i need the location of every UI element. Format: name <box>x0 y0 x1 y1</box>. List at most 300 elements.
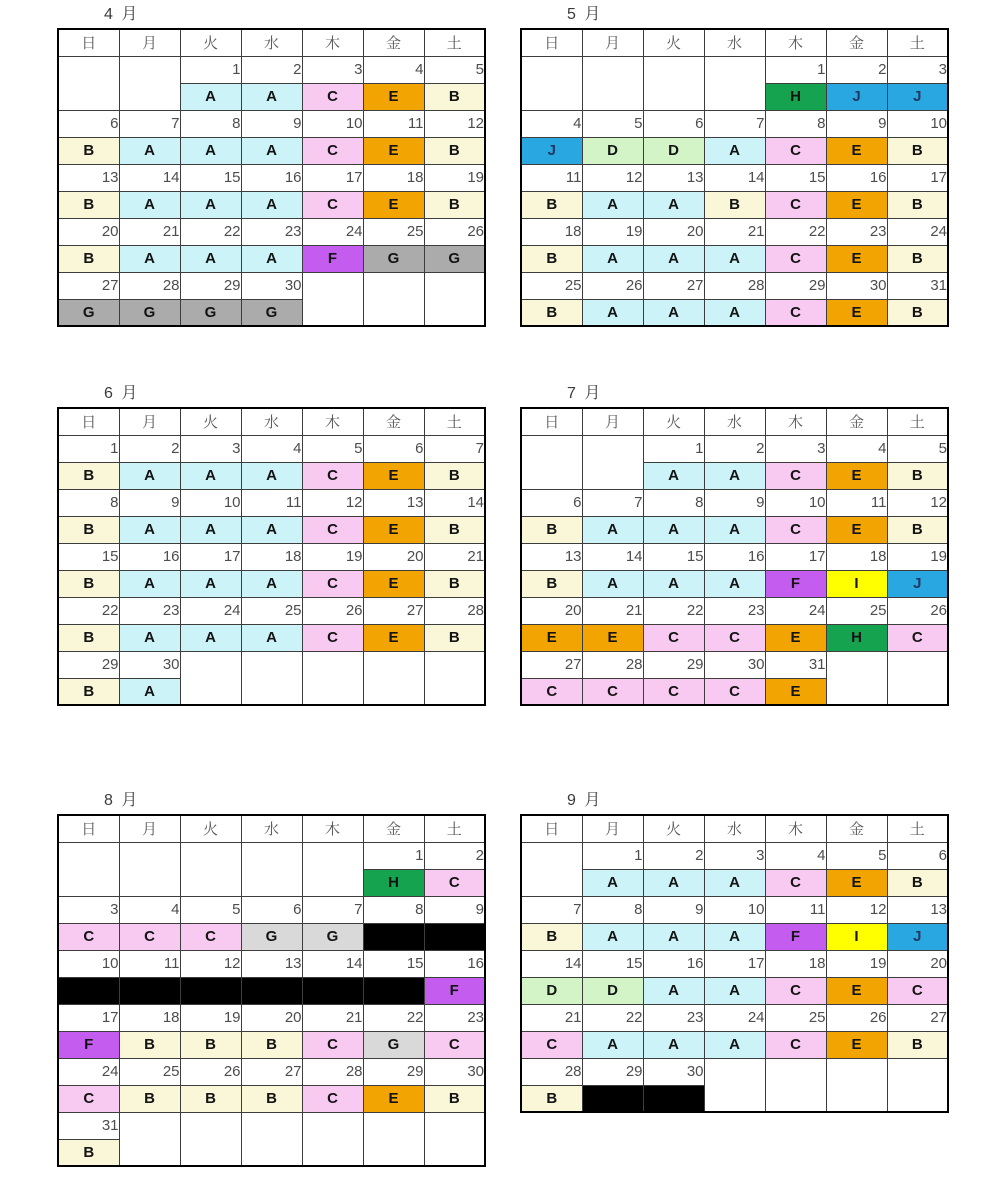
shift-cell-C: C <box>302 516 363 543</box>
blackout-cell <box>180 977 241 1004</box>
date-cell: 15 <box>765 164 826 191</box>
shift-cell-C: C <box>521 1031 582 1058</box>
date-cell: 3 <box>765 435 826 462</box>
date-cell: 13 <box>521 543 582 570</box>
month-calendar-6 <box>520 790 951 1113</box>
date-cell: 20 <box>241 1004 302 1031</box>
date-cell: 17 <box>302 164 363 191</box>
shift-cell-B: B <box>58 678 119 705</box>
date-cell: 25 <box>119 1058 180 1085</box>
empty-cell <box>765 1058 826 1112</box>
date-cell: 23 <box>424 1004 485 1031</box>
date-cell: 20 <box>887 950 948 977</box>
shift-cell-B: B <box>887 462 948 489</box>
date-cell: 17 <box>704 950 765 977</box>
day-header-cell: 月 <box>582 29 643 56</box>
shift-cell-E: E <box>363 570 424 597</box>
date-cell: 7 <box>302 896 363 923</box>
shift-cell-A: A <box>119 516 180 543</box>
shift-cell-G: G <box>424 245 485 272</box>
date-cell: 30 <box>826 272 887 299</box>
date-cell: 1 <box>643 435 704 462</box>
shift-cell-C: C <box>302 191 363 218</box>
date-cell: 1 <box>58 435 119 462</box>
empty-cell <box>302 1112 363 1166</box>
date-cell: 17 <box>887 164 948 191</box>
date-cell: 20 <box>643 218 704 245</box>
date-cell: 22 <box>363 1004 424 1031</box>
shift-cell-D: D <box>521 977 582 1004</box>
shift-cell-E: E <box>363 137 424 164</box>
shift-cell-G: G <box>302 923 363 950</box>
date-cell: 8 <box>363 896 424 923</box>
shift-cell-B: B <box>887 137 948 164</box>
empty-cell <box>119 1112 180 1166</box>
day-header-cell: 金 <box>826 815 887 842</box>
shift-cell-C: C <box>119 923 180 950</box>
date-cell: 18 <box>119 1004 180 1031</box>
shift-cell-C: C <box>302 1085 363 1112</box>
date-cell: 6 <box>887 842 948 869</box>
shift-cell-B: B <box>424 137 485 164</box>
empty-cell <box>363 1112 424 1166</box>
month-title: 9 月 <box>567 792 603 809</box>
shift-cell-B: B <box>58 191 119 218</box>
shift-cell-B: B <box>58 624 119 651</box>
date-cell: 6 <box>521 489 582 516</box>
day-header-cell: 土 <box>424 815 485 842</box>
shift-cell-D: D <box>582 977 643 1004</box>
date-cell: 2 <box>826 56 887 83</box>
date-cell: 10 <box>58 950 119 977</box>
date-cell: 18 <box>521 218 582 245</box>
shift-cell-A: A <box>704 516 765 543</box>
date-cell: 12 <box>424 110 485 137</box>
day-header-cell: 日 <box>58 815 119 842</box>
date-cell: 27 <box>887 1004 948 1031</box>
date-cell: 28 <box>302 1058 363 1085</box>
day-header-cell: 日 <box>521 815 582 842</box>
date-cell: 2 <box>643 842 704 869</box>
date-cell: 17 <box>58 1004 119 1031</box>
date-cell: 26 <box>826 1004 887 1031</box>
shift-cell-A: A <box>643 869 704 896</box>
day-header-cell: 火 <box>643 408 704 435</box>
date-cell: 30 <box>643 1058 704 1085</box>
shift-cell-E: E <box>826 516 887 543</box>
shift-cell-J: J <box>887 923 948 950</box>
day-header-cell: 火 <box>180 815 241 842</box>
date-cell: 24 <box>887 218 948 245</box>
shift-cell-F: F <box>765 923 826 950</box>
day-header-cell: 月 <box>582 815 643 842</box>
shift-cell-F: F <box>765 570 826 597</box>
date-cell: 6 <box>58 110 119 137</box>
date-cell: 22 <box>765 218 826 245</box>
date-cell: 18 <box>826 543 887 570</box>
shift-cell-A: A <box>241 191 302 218</box>
shift-cell-A: A <box>704 869 765 896</box>
date-cell: 19 <box>424 164 485 191</box>
date-cell: 8 <box>180 110 241 137</box>
date-cell: 14 <box>119 164 180 191</box>
date-cell: 20 <box>58 218 119 245</box>
shift-cell-A: A <box>241 83 302 110</box>
day-header-cell: 土 <box>887 29 948 56</box>
empty-cell <box>887 1058 948 1112</box>
date-cell: 10 <box>765 489 826 516</box>
month-calendar-3 <box>57 383 488 706</box>
date-cell: 5 <box>887 435 948 462</box>
shift-cell-H: H <box>363 869 424 896</box>
shift-cell-A: A <box>643 462 704 489</box>
date-cell: 18 <box>241 543 302 570</box>
date-cell: 22 <box>643 597 704 624</box>
shift-cell-D: D <box>643 137 704 164</box>
empty-cell <box>363 272 424 326</box>
date-cell: 29 <box>58 651 119 678</box>
shift-cell-A: A <box>643 1031 704 1058</box>
shift-cell-C: C <box>302 137 363 164</box>
date-cell: 5 <box>826 842 887 869</box>
shift-cell-A: A <box>704 299 765 326</box>
shift-cell-C: C <box>765 299 826 326</box>
date-cell: 11 <box>826 489 887 516</box>
date-cell: 5 <box>582 110 643 137</box>
date-cell: 12 <box>302 489 363 516</box>
shift-cell-C: C <box>765 516 826 543</box>
shift-cell-F: F <box>302 245 363 272</box>
empty-cell <box>302 842 363 896</box>
date-cell: 21 <box>119 218 180 245</box>
shift-cell-C: C <box>582 678 643 705</box>
shift-cell-A: A <box>241 137 302 164</box>
date-cell: 30 <box>424 1058 485 1085</box>
month-calendar-2 <box>520 4 951 327</box>
blackout-cell <box>643 1085 704 1112</box>
date-cell: 10 <box>180 489 241 516</box>
day-header-cell: 木 <box>302 815 363 842</box>
shift-cell-A: A <box>643 570 704 597</box>
date-cell: 23 <box>643 1004 704 1031</box>
shift-cell-C: C <box>180 923 241 950</box>
date-cell: 4 <box>826 435 887 462</box>
date-cell: 18 <box>765 950 826 977</box>
day-header-cell: 水 <box>704 815 765 842</box>
day-header-cell: 木 <box>302 29 363 56</box>
shift-cell-A: A <box>643 299 704 326</box>
empty-cell <box>887 651 948 705</box>
shift-cell-A: A <box>704 570 765 597</box>
shift-cell-F: F <box>58 1031 119 1058</box>
shift-cell-B: B <box>241 1031 302 1058</box>
date-cell: 3 <box>887 56 948 83</box>
blackout-cell <box>241 977 302 1004</box>
date-cell: 15 <box>363 950 424 977</box>
date-cell: 9 <box>241 110 302 137</box>
date-cell: 31 <box>887 272 948 299</box>
empty-cell <box>643 56 704 110</box>
date-cell: 19 <box>582 218 643 245</box>
empty-cell <box>521 435 582 489</box>
date-cell: 22 <box>582 1004 643 1031</box>
shift-cell-A: A <box>180 462 241 489</box>
date-cell: 14 <box>302 950 363 977</box>
date-cell: 13 <box>643 164 704 191</box>
date-cell: 6 <box>643 110 704 137</box>
shift-cell-B: B <box>58 245 119 272</box>
date-cell: 14 <box>704 164 765 191</box>
date-cell: 5 <box>302 435 363 462</box>
shift-cell-B: B <box>58 137 119 164</box>
date-cell: 3 <box>302 56 363 83</box>
date-cell: 29 <box>765 272 826 299</box>
date-cell: 4 <box>363 56 424 83</box>
shift-cell-C: C <box>424 1031 485 1058</box>
shift-cell-E: E <box>826 137 887 164</box>
date-cell: 15 <box>180 164 241 191</box>
date-cell: 24 <box>704 1004 765 1031</box>
empty-cell <box>302 272 363 326</box>
day-header-cell: 日 <box>521 408 582 435</box>
date-cell: 11 <box>363 110 424 137</box>
shift-cell-I: I <box>826 923 887 950</box>
date-cell: 28 <box>119 272 180 299</box>
date-cell: 12 <box>826 896 887 923</box>
empty-cell <box>241 842 302 896</box>
shift-cell-A: A <box>180 83 241 110</box>
day-header-cell: 土 <box>424 408 485 435</box>
date-cell: 27 <box>643 272 704 299</box>
date-cell: 1 <box>363 842 424 869</box>
empty-cell <box>521 56 582 110</box>
month-title: 5 月 <box>567 6 603 23</box>
calendar-table <box>520 407 949 706</box>
shift-cell-B: B <box>424 191 485 218</box>
shift-cell-J: J <box>826 83 887 110</box>
date-cell: 28 <box>521 1058 582 1085</box>
date-cell: 9 <box>643 896 704 923</box>
calendar-table <box>520 814 949 1113</box>
date-cell: 17 <box>180 543 241 570</box>
shift-cell-G: G <box>241 299 302 326</box>
shift-cell-H: H <box>826 624 887 651</box>
date-cell: 1 <box>765 56 826 83</box>
day-header-cell: 火 <box>643 815 704 842</box>
empty-cell <box>582 435 643 489</box>
empty-cell <box>302 651 363 705</box>
date-cell: 4 <box>241 435 302 462</box>
shift-cell-A: A <box>241 516 302 543</box>
shift-cell-B: B <box>119 1031 180 1058</box>
shift-cell-A: A <box>241 462 302 489</box>
shift-cell-B: B <box>424 462 485 489</box>
date-cell: 12 <box>180 950 241 977</box>
shift-cell-G: G <box>180 299 241 326</box>
date-cell: 27 <box>241 1058 302 1085</box>
date-cell: 13 <box>58 164 119 191</box>
blackout-cell <box>363 923 424 950</box>
date-cell: 12 <box>582 164 643 191</box>
shift-cell-C: C <box>704 624 765 651</box>
shift-cell-E: E <box>363 83 424 110</box>
date-cell: 26 <box>887 597 948 624</box>
shift-cell-B: B <box>887 299 948 326</box>
shift-cell-G: G <box>363 245 424 272</box>
month-calendar-4 <box>520 383 951 706</box>
date-cell: 29 <box>582 1058 643 1085</box>
day-header-cell: 火 <box>643 29 704 56</box>
blackout-cell <box>363 977 424 1004</box>
shift-cell-H: H <box>765 83 826 110</box>
shift-cell-B: B <box>521 570 582 597</box>
shift-cell-B: B <box>521 191 582 218</box>
shift-cell-E: E <box>582 624 643 651</box>
empty-cell <box>704 1058 765 1112</box>
shift-cell-B: B <box>424 1085 485 1112</box>
shift-cell-A: A <box>241 624 302 651</box>
date-cell: 16 <box>241 164 302 191</box>
shift-cell-B: B <box>521 923 582 950</box>
date-cell: 11 <box>119 950 180 977</box>
day-header-cell: 月 <box>119 815 180 842</box>
date-cell: 16 <box>704 543 765 570</box>
shift-cell-A: A <box>241 245 302 272</box>
shift-cell-A: A <box>180 137 241 164</box>
day-header-cell: 土 <box>887 408 948 435</box>
date-cell: 14 <box>582 543 643 570</box>
empty-cell <box>424 651 485 705</box>
shift-cell-A: A <box>180 570 241 597</box>
date-cell: 19 <box>180 1004 241 1031</box>
date-cell: 7 <box>521 896 582 923</box>
shift-cell-I: I <box>826 570 887 597</box>
date-cell: 19 <box>302 543 363 570</box>
shift-cell-A: A <box>704 462 765 489</box>
date-cell: 24 <box>765 597 826 624</box>
day-header-cell: 金 <box>363 29 424 56</box>
date-cell: 13 <box>241 950 302 977</box>
date-cell: 9 <box>704 489 765 516</box>
date-cell: 4 <box>765 842 826 869</box>
month-calendar-1 <box>57 4 488 327</box>
day-header-cell: 火 <box>180 408 241 435</box>
empty-cell <box>424 1112 485 1166</box>
shift-cell-B: B <box>424 570 485 597</box>
date-cell: 3 <box>58 896 119 923</box>
day-header-cell: 金 <box>363 815 424 842</box>
shift-cell-A: A <box>704 1031 765 1058</box>
shift-cell-A: A <box>582 245 643 272</box>
shift-cell-B: B <box>58 570 119 597</box>
date-cell: 2 <box>119 435 180 462</box>
shift-cell-A: A <box>582 299 643 326</box>
shift-cell-C: C <box>58 1085 119 1112</box>
shift-cell-A: A <box>643 977 704 1004</box>
shift-cell-A: A <box>119 245 180 272</box>
shift-cell-E: E <box>826 462 887 489</box>
date-cell: 4 <box>119 896 180 923</box>
date-cell: 8 <box>58 489 119 516</box>
shift-cell-A: A <box>180 516 241 543</box>
shift-cell-A: A <box>643 245 704 272</box>
day-header-cell: 日 <box>521 29 582 56</box>
date-cell: 5 <box>424 56 485 83</box>
date-cell: 27 <box>363 597 424 624</box>
shift-cell-G: G <box>58 299 119 326</box>
shift-cell-C: C <box>302 83 363 110</box>
shift-cell-A: A <box>704 137 765 164</box>
day-header-cell: 月 <box>119 408 180 435</box>
day-header-cell: 金 <box>826 408 887 435</box>
shift-cell-A: A <box>643 923 704 950</box>
blackout-cell <box>582 1085 643 1112</box>
shift-cell-A: A <box>582 869 643 896</box>
date-cell: 15 <box>582 950 643 977</box>
shift-cell-E: E <box>363 191 424 218</box>
shift-cell-G: G <box>241 923 302 950</box>
empty-cell <box>826 651 887 705</box>
empty-cell <box>241 651 302 705</box>
day-header-cell: 水 <box>241 408 302 435</box>
shift-cell-A: A <box>180 245 241 272</box>
date-cell: 26 <box>424 218 485 245</box>
empty-cell <box>58 842 119 896</box>
shift-cell-A: A <box>643 191 704 218</box>
shift-cell-B: B <box>521 245 582 272</box>
shift-cell-B: B <box>887 191 948 218</box>
shift-cell-C: C <box>302 462 363 489</box>
blackout-cell <box>119 977 180 1004</box>
day-header-cell: 木 <box>765 408 826 435</box>
shift-cell-B: B <box>424 516 485 543</box>
day-header-cell: 金 <box>826 29 887 56</box>
date-cell: 16 <box>826 164 887 191</box>
day-header-cell: 水 <box>241 815 302 842</box>
day-header-cell: 木 <box>302 408 363 435</box>
shift-cell-A: A <box>643 516 704 543</box>
date-cell: 10 <box>302 110 363 137</box>
empty-cell <box>180 842 241 896</box>
shift-cell-A: A <box>582 516 643 543</box>
date-cell: 2 <box>424 842 485 869</box>
shift-cell-C: C <box>887 977 948 1004</box>
empty-cell <box>521 842 582 896</box>
date-cell: 1 <box>180 56 241 83</box>
shift-cell-B: B <box>241 1085 302 1112</box>
shift-cell-B: B <box>521 299 582 326</box>
date-cell: 26 <box>180 1058 241 1085</box>
day-header-cell: 火 <box>180 29 241 56</box>
shift-cell-B: B <box>704 191 765 218</box>
shift-cell-J: J <box>521 137 582 164</box>
date-cell: 18 <box>363 164 424 191</box>
blackout-cell <box>302 977 363 1004</box>
empty-cell <box>582 56 643 110</box>
shift-cell-J: J <box>887 83 948 110</box>
shift-cell-A: A <box>180 624 241 651</box>
shift-cell-A: A <box>119 191 180 218</box>
date-cell: 30 <box>241 272 302 299</box>
shift-cell-A: A <box>704 977 765 1004</box>
calendar-table <box>520 28 949 327</box>
shift-cell-B: B <box>887 245 948 272</box>
shift-cell-A: A <box>582 1031 643 1058</box>
date-cell: 12 <box>887 489 948 516</box>
shift-cell-E: E <box>826 977 887 1004</box>
day-header-cell: 水 <box>704 29 765 56</box>
empty-cell <box>119 842 180 896</box>
